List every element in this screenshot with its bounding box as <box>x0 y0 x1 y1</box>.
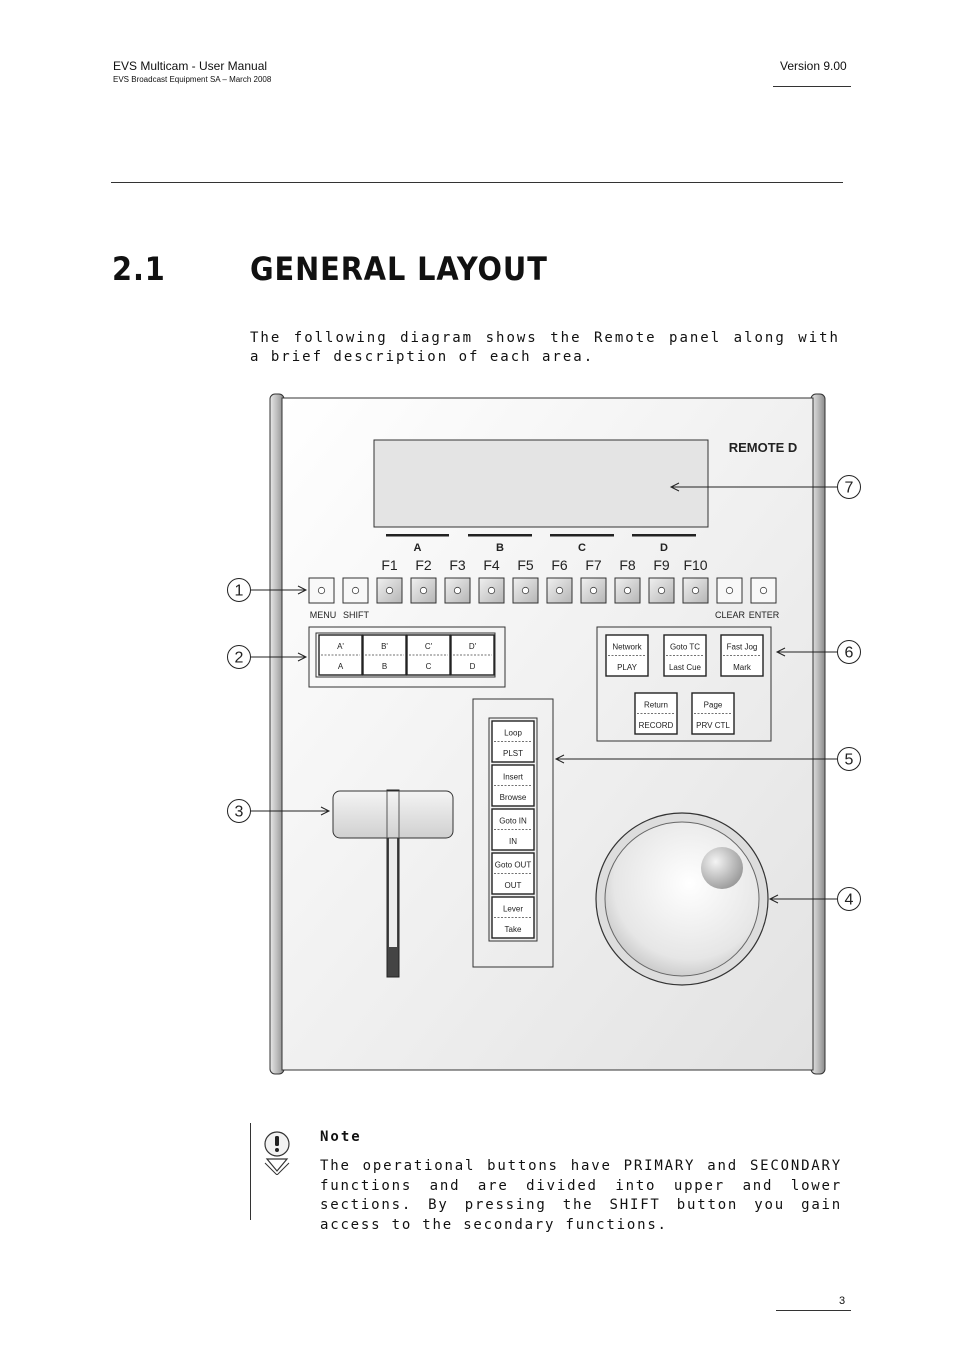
camera-key-1-primary: B' <box>381 642 388 651</box>
playlist-key-1 <box>492 765 534 806</box>
group-bar-2 <box>550 534 614 537</box>
key-led-10 <box>658 587 664 593</box>
camera-key-0-primary: A' <box>337 642 344 651</box>
fkey-label-7: F7 <box>585 557 602 573</box>
function2-key-1-primary: Page <box>703 700 723 710</box>
callout-number-4: 4 <box>844 891 854 909</box>
lever-slot-highlight <box>389 835 397 947</box>
fkey-label-10: F10 <box>683 557 708 573</box>
playlist-key-0-secondary: PLST <box>502 749 524 758</box>
key-led-1 <box>352 587 358 593</box>
camera-key-2 <box>407 635 450 675</box>
playlist-key-1-primary: Insert <box>502 772 524 782</box>
jog-knob <box>605 822 759 976</box>
playlist-key-0 <box>492 721 534 762</box>
section-title: GENERAL LAYOUT <box>250 250 548 288</box>
key-led-3 <box>420 587 426 593</box>
camera-key-0 <box>319 635 362 675</box>
enter-label: ENTER <box>748 610 780 620</box>
function-key-2-secondary: Mark <box>733 663 751 672</box>
callout-number-1: 1 <box>234 582 244 600</box>
callout-number-5: 5 <box>844 751 854 769</box>
header-version: Version 9.00 <box>780 59 847 73</box>
camera-key-3 <box>451 635 494 675</box>
page-number: 3 <box>839 1295 846 1307</box>
note-title: Note <box>320 1129 362 1145</box>
playlist-key-4-primary: Lever <box>502 904 524 914</box>
footer-line <box>776 1310 851 1311</box>
callout-number-6: 6 <box>844 644 854 662</box>
header-title: EVS Multicam - User Manual <box>113 59 268 73</box>
camera-key-3-secondary: D <box>469 662 476 671</box>
key-led-0 <box>318 587 324 593</box>
fkey-label-3: F3 <box>449 557 466 573</box>
group-label-1: B <box>496 542 504 554</box>
fkey-label-9: F9 <box>653 557 670 573</box>
playlist-key-4 <box>492 897 534 938</box>
key-led-8 <box>590 587 596 593</box>
key-led-12 <box>726 587 732 593</box>
clear-label: CLEAR <box>714 610 746 620</box>
camera-key-3-primary: D' <box>468 642 477 651</box>
fkey-label-4: F4 <box>483 557 500 573</box>
function-key-0 <box>606 635 648 676</box>
playlist-key-3 <box>492 853 534 894</box>
key-led-2 <box>386 587 392 593</box>
callout-number-3: 3 <box>234 803 244 821</box>
group-bar-0 <box>386 534 449 537</box>
jog-knob-dimple <box>701 847 743 889</box>
function-key-2-primary: Fast Jog <box>726 642 758 652</box>
group-bar-1 <box>468 534 532 537</box>
group-label-2: C <box>578 542 586 554</box>
camera-key-2-secondary: C <box>425 662 432 671</box>
key-led-4 <box>454 587 460 593</box>
menu-label: MENU <box>309 610 337 620</box>
key-led-9 <box>624 587 630 593</box>
playlist-key-1-secondary: Browse <box>499 793 527 802</box>
section-number: 2.1 <box>112 250 166 288</box>
function-key-1-primary: Goto TC <box>669 642 701 652</box>
camera-key-1 <box>363 635 406 675</box>
playlist-key-0-primary: Loop <box>504 728 522 738</box>
key-led-13 <box>760 587 766 593</box>
playlist-key-3-primary: Goto OUT <box>494 860 532 870</box>
note-bar <box>250 1123 251 1220</box>
lcd-display <box>374 440 708 527</box>
function2-key-1-secondary: PRV CTL <box>696 721 730 730</box>
playlist-keys <box>492 721 534 938</box>
key-led-6 <box>522 587 528 593</box>
callout-number-2: 2 <box>234 649 244 667</box>
fkey-label-8: F8 <box>619 557 636 573</box>
note-body: The operational buttons have PRIMARY and SECONDARY functions and are divided into upper and lower sections. By pressing the SHIFT button you gain access to the secondary functions. <box>320 1158 842 1233</box>
playlist-key-2 <box>492 809 534 850</box>
function-key-0-secondary: PLAY <box>617 663 637 672</box>
callout-number-7: 7 <box>844 479 854 497</box>
function-key-1-secondary: Last Cue <box>668 663 702 672</box>
fkey-label-6: F6 <box>551 557 568 573</box>
brand-label: REMOTE D <box>728 440 798 455</box>
function2-key-1 <box>692 693 734 734</box>
function-key-0-primary: Network <box>612 642 642 652</box>
fkey-label-5: F5 <box>517 557 534 573</box>
function2-key-0 <box>635 693 677 734</box>
key-led-5 <box>488 587 494 593</box>
function2-key-0-primary: Return <box>643 700 669 710</box>
playlist-key-2-primary: Goto IN <box>499 816 527 826</box>
key-led-7 <box>556 587 562 593</box>
camera-keys <box>319 635 494 675</box>
playlist-key-2-secondary: IN <box>509 837 517 846</box>
lever-handle <box>333 791 453 838</box>
group-label-0: A <box>413 542 422 554</box>
camera-key-0-secondary: A <box>337 662 344 671</box>
playlist-key-4-secondary: Take <box>504 925 522 934</box>
function2-key-0-secondary: RECORD <box>638 721 674 730</box>
intro-paragraph: The following diagram shows the Remote panel along with a brief description of each area. <box>250 330 840 365</box>
key-led-11 <box>692 587 698 593</box>
function-key-2 <box>721 635 763 676</box>
fkey-label-1: F1 <box>381 557 398 573</box>
group-label-3: D <box>660 542 668 554</box>
header-subtitle: EVS Broadcast Equipment SA – March 2008 <box>113 75 272 84</box>
playlist-key-3-secondary: OUT <box>504 881 522 890</box>
group-bar-3 <box>632 534 696 537</box>
fkey-label-2: F2 <box>415 557 432 573</box>
camera-key-2-primary: C' <box>424 642 433 651</box>
shift-label: SHIFT <box>343 610 369 620</box>
camera-key-1-secondary: B <box>381 662 388 671</box>
note-icon <box>257 1129 297 1175</box>
function-key-1 <box>664 635 706 676</box>
